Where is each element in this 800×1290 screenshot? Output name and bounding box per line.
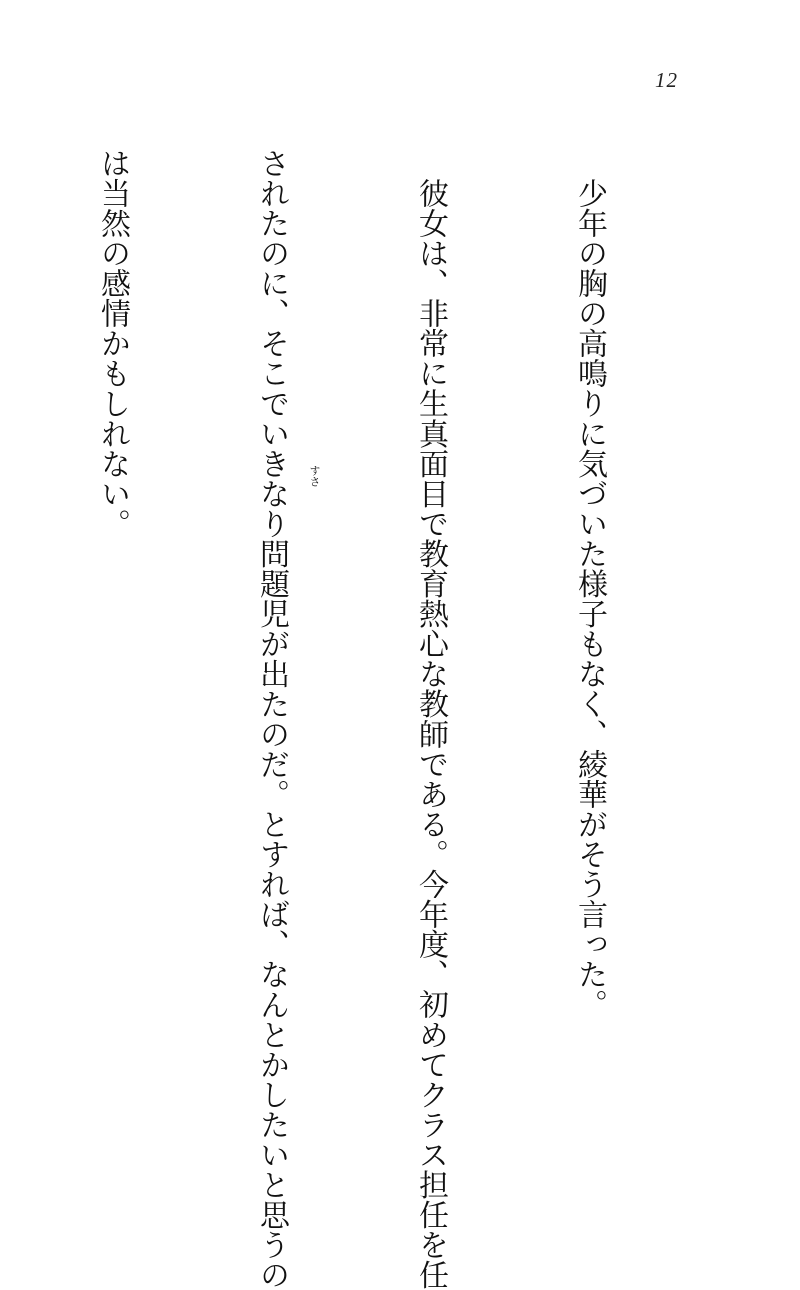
page-number: 12 [655,68,678,92]
furigana-ruby: すさ [308,465,321,487]
vertical-text-body [0,148,722,1290]
text-line: されたのに、そこでいきなり問題児が出たのだ。とすれば、なんとかしたいと思うの [254,148,289,1290]
text-line: 彼女は、非常に生真面目で教育熱心な教師である。今年度、初めてクラス担任を任 [413,178,448,1290]
text-line: 少年の胸の高鳴りに気づいた様子もなく、綾華がそう言った。 [572,178,607,1020]
text-line: は当然の感情かもしれない。 [95,148,130,539]
